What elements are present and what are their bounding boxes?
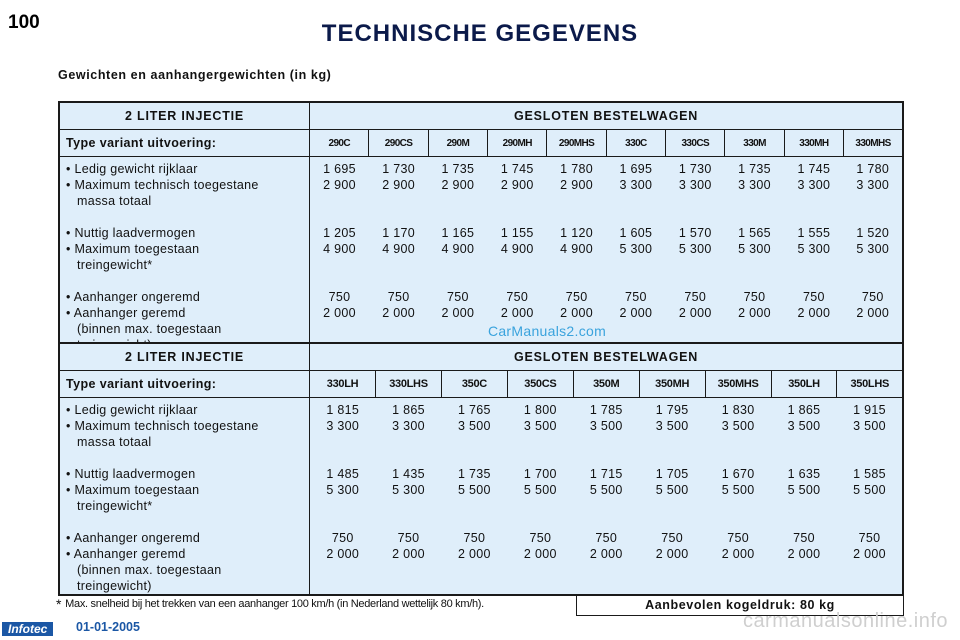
value-cell: 750 bbox=[625, 290, 647, 304]
value-cell: 1 780 bbox=[560, 162, 593, 176]
value-cell: 750 bbox=[727, 531, 749, 545]
value-cell: 2 000 bbox=[619, 306, 653, 320]
value-filler bbox=[573, 498, 639, 514]
value-filler bbox=[639, 498, 705, 514]
value-cell: 5 300 bbox=[856, 242, 890, 256]
row-label-line: • Maximum toegestaan bbox=[66, 483, 200, 497]
value-cell: 2 000 bbox=[323, 306, 356, 320]
variant-column-values bbox=[507, 398, 573, 596]
infotec-logo: Infotec bbox=[2, 622, 53, 636]
value-cell: 1 205 bbox=[323, 226, 356, 240]
row-label-line: treingewicht) bbox=[77, 579, 152, 593]
row-gap bbox=[310, 273, 369, 289]
value-filler bbox=[844, 257, 902, 273]
variant-column-values bbox=[639, 398, 705, 596]
value-cell: 2 000 bbox=[797, 306, 831, 320]
variant-code: 350LHS bbox=[837, 371, 903, 398]
variant-code: 290MH bbox=[488, 130, 547, 157]
variant-code: 350M bbox=[573, 371, 639, 398]
value-filler bbox=[488, 193, 547, 209]
value-filler bbox=[771, 498, 837, 514]
value-cell: 750 bbox=[447, 290, 469, 304]
value-cell: 3 500 bbox=[458, 419, 491, 433]
value-filler bbox=[310, 562, 375, 578]
value-cell: 5 300 bbox=[326, 483, 360, 497]
row-label-line: • Aanhanger ongeremd bbox=[66, 531, 201, 545]
variant-column-values bbox=[837, 398, 903, 596]
value-filler bbox=[705, 434, 771, 450]
row-label-line: massa totaal bbox=[77, 435, 152, 449]
value-filler bbox=[725, 193, 784, 209]
value-filler bbox=[837, 578, 902, 594]
row-gap bbox=[66, 514, 309, 530]
value-cell: 2 000 bbox=[655, 547, 689, 561]
row-label-line: • Aanhanger ongeremd bbox=[66, 290, 201, 304]
value-cell: 4 900 bbox=[323, 242, 356, 256]
value-cell: 3 500 bbox=[853, 419, 886, 433]
value-cell: 3 500 bbox=[655, 419, 689, 433]
value-filler bbox=[666, 193, 725, 209]
row-gap bbox=[376, 514, 442, 530]
variant-code: 290CS bbox=[369, 130, 428, 157]
value-cell: 1 120 bbox=[560, 226, 593, 240]
body-type-header: GESLOTEN BESTELWAGEN bbox=[310, 102, 903, 130]
row-label-line: • Aanhanger geremd bbox=[66, 306, 186, 320]
row-gap bbox=[705, 514, 771, 530]
value-cell: 3 300 bbox=[326, 419, 360, 433]
row-label-line: • Aanhanger geremd bbox=[66, 547, 186, 561]
header-row bbox=[59, 343, 903, 371]
row-gap bbox=[573, 514, 639, 530]
value-cell: 1 605 bbox=[619, 226, 653, 240]
variant-code: 290M bbox=[428, 130, 487, 157]
value-filler bbox=[507, 498, 573, 514]
row-gap bbox=[369, 209, 428, 225]
value-cell: 3 300 bbox=[856, 178, 890, 192]
row-gap bbox=[837, 514, 902, 530]
row-gap bbox=[725, 209, 784, 225]
value-cell: 4 900 bbox=[382, 242, 415, 256]
value-cell: 2 900 bbox=[500, 178, 534, 192]
row-gap bbox=[66, 273, 309, 289]
row-gap bbox=[66, 209, 309, 225]
value-cell: 1 745 bbox=[797, 162, 831, 176]
value-cell: 2 000 bbox=[721, 547, 755, 561]
value-cell: 1 670 bbox=[721, 467, 755, 481]
value-filler bbox=[310, 578, 375, 594]
row-label-line: treingewicht* bbox=[77, 258, 153, 272]
value-cell: 1 830 bbox=[721, 403, 755, 417]
row-gap bbox=[639, 450, 705, 466]
variant-code: 350C bbox=[441, 371, 507, 398]
value-cell: 2 000 bbox=[382, 306, 415, 320]
variant-code: 330MH bbox=[784, 130, 843, 157]
value-cell: 750 bbox=[803, 290, 825, 304]
value-cell: 5 300 bbox=[392, 483, 425, 497]
variant-code: 330MHS bbox=[844, 130, 903, 157]
value-filler bbox=[639, 578, 705, 594]
value-cell: 750 bbox=[397, 531, 420, 545]
value-cell: 1 800 bbox=[523, 403, 557, 417]
value-filler bbox=[837, 562, 902, 578]
row-label-line: • Ledig gewicht rijklaar bbox=[66, 162, 198, 176]
variant-code: 350MH bbox=[639, 371, 705, 398]
value-cell: 1 780 bbox=[856, 162, 890, 176]
value-filler bbox=[573, 562, 639, 578]
value-cell: 3 300 bbox=[619, 178, 653, 192]
value-cell: 2 900 bbox=[441, 178, 475, 192]
value-filler bbox=[705, 578, 771, 594]
value-filler bbox=[837, 434, 902, 450]
value-cell: 750 bbox=[861, 290, 884, 304]
weights-table-2 bbox=[58, 342, 904, 596]
carmanuals-watermark[interactable]: CarManuals2.com bbox=[487, 323, 607, 339]
value-filler bbox=[441, 498, 507, 514]
value-filler bbox=[771, 434, 837, 450]
value-cell: 2 000 bbox=[458, 547, 491, 561]
value-filler bbox=[310, 498, 375, 514]
value-cell: 1 785 bbox=[589, 403, 623, 417]
value-cell: 2 000 bbox=[500, 306, 534, 320]
value-cell: 1 815 bbox=[326, 403, 360, 417]
variant-code: 330M bbox=[725, 130, 784, 157]
value-filler bbox=[771, 562, 837, 578]
value-cell: 4 900 bbox=[560, 242, 593, 256]
value-cell: 1 735 bbox=[441, 162, 475, 176]
value-cell: 3 500 bbox=[523, 419, 557, 433]
row-gap bbox=[310, 209, 369, 225]
row-gap bbox=[639, 514, 705, 530]
value-filler bbox=[705, 498, 771, 514]
row-gap bbox=[369, 273, 428, 289]
row-label-line: • Nuttig laadvermogen bbox=[66, 467, 196, 481]
value-filler bbox=[547, 193, 606, 209]
row-gap bbox=[844, 273, 902, 289]
row-gap bbox=[488, 273, 547, 289]
site-watermark: carmanualsonline.info bbox=[742, 610, 948, 632]
value-cell: 750 bbox=[743, 290, 766, 304]
value-filler bbox=[844, 193, 902, 209]
footnote bbox=[56, 596, 484, 612]
value-cell: 1 735 bbox=[458, 467, 491, 481]
value-cell: 750 bbox=[684, 290, 707, 304]
value-cell: 750 bbox=[506, 290, 529, 304]
value-cell: 750 bbox=[331, 531, 354, 545]
value-cell: 5 500 bbox=[787, 483, 821, 497]
value-cell: 1 165 bbox=[441, 226, 475, 240]
row-gap bbox=[441, 450, 507, 466]
value-cell: 750 bbox=[793, 531, 815, 545]
row-gap bbox=[837, 450, 902, 466]
print-date: 01-01-2005 bbox=[76, 620, 140, 634]
value-filler bbox=[784, 193, 843, 209]
value-filler bbox=[573, 434, 639, 450]
value-filler bbox=[376, 498, 442, 514]
value-cell: 1 435 bbox=[392, 467, 425, 481]
value-cell: 3 500 bbox=[787, 419, 821, 433]
value-filler bbox=[441, 562, 507, 578]
value-filler bbox=[310, 257, 369, 273]
value-cell: 750 bbox=[595, 531, 618, 545]
value-cell: 1 695 bbox=[619, 162, 653, 176]
value-cell: 750 bbox=[463, 531, 486, 545]
value-cell: 3 500 bbox=[721, 419, 755, 433]
value-cell: 5 300 bbox=[678, 242, 712, 256]
row-gap bbox=[428, 209, 487, 225]
value-cell: 5 500 bbox=[721, 483, 755, 497]
value-filler bbox=[376, 562, 442, 578]
value-cell: 2 900 bbox=[323, 178, 356, 192]
weights-table-1 bbox=[58, 101, 904, 355]
value-filler bbox=[606, 257, 665, 273]
variant-column-values bbox=[310, 398, 376, 596]
row-gap bbox=[784, 273, 843, 289]
value-filler bbox=[639, 562, 705, 578]
value-cell: 1 520 bbox=[856, 226, 890, 240]
value-cell: 1 155 bbox=[500, 226, 534, 240]
value-cell: 1 795 bbox=[655, 403, 689, 417]
value-filler bbox=[573, 578, 639, 594]
page-title: TECHNISCHE GEGEVENS bbox=[321, 20, 639, 47]
value-cell: 1 915 bbox=[853, 403, 886, 417]
value-cell: 1 735 bbox=[738, 162, 771, 176]
row-gap bbox=[310, 514, 375, 530]
row-gap bbox=[784, 209, 843, 225]
value-filler bbox=[369, 257, 428, 273]
data-body-row bbox=[59, 398, 903, 596]
value-cell: 1 865 bbox=[787, 403, 821, 417]
value-cell: 2 000 bbox=[589, 547, 623, 561]
row-gap bbox=[488, 209, 547, 225]
row-gap bbox=[844, 209, 902, 225]
value-cell: 1 570 bbox=[678, 226, 712, 240]
row-gap bbox=[547, 209, 606, 225]
row-gap bbox=[428, 273, 487, 289]
variant-code: 330LH bbox=[310, 371, 376, 398]
value-cell: 5 500 bbox=[853, 483, 886, 497]
engine-header: 2 LITER INJECTIE bbox=[59, 102, 310, 130]
value-filler bbox=[547, 257, 606, 273]
type-variant-row bbox=[59, 130, 903, 157]
value-cell: 1 170 bbox=[382, 226, 415, 240]
value-cell: 1 730 bbox=[382, 162, 415, 176]
value-filler bbox=[784, 257, 843, 273]
body-type-header: GESLOTEN BESTELWAGEN bbox=[310, 343, 903, 371]
value-filler bbox=[666, 257, 725, 273]
value-cell: 1 705 bbox=[655, 467, 689, 481]
engine-header: 2 LITER INJECTIE bbox=[59, 343, 310, 371]
value-filler bbox=[639, 434, 705, 450]
value-filler bbox=[369, 193, 428, 209]
row-gap bbox=[771, 514, 837, 530]
value-filler bbox=[310, 434, 375, 450]
value-filler bbox=[376, 578, 442, 594]
row-label-line: (binnen max. toegestaan bbox=[77, 563, 222, 577]
value-filler bbox=[507, 578, 573, 594]
row-gap bbox=[705, 450, 771, 466]
variant-code: 290MHS bbox=[547, 130, 606, 157]
value-cell: 2 000 bbox=[787, 547, 821, 561]
value-cell: 2 000 bbox=[678, 306, 712, 320]
row-gap bbox=[547, 273, 606, 289]
value-cell: 2 000 bbox=[392, 547, 425, 561]
value-filler bbox=[428, 193, 487, 209]
value-cell: 2 000 bbox=[326, 547, 360, 561]
value-filler bbox=[428, 257, 487, 273]
variant-column-values bbox=[705, 398, 771, 596]
value-filler bbox=[488, 257, 547, 273]
value-cell: 5 300 bbox=[797, 242, 831, 256]
row-gap bbox=[771, 450, 837, 466]
value-filler bbox=[310, 193, 369, 209]
row-label-line: massa totaal bbox=[77, 194, 152, 208]
value-cell: 1 635 bbox=[787, 467, 821, 481]
row-gap bbox=[376, 450, 442, 466]
value-cell: 750 bbox=[565, 290, 588, 304]
value-cell: 5 300 bbox=[619, 242, 653, 256]
value-cell: 750 bbox=[661, 531, 684, 545]
value-cell: 1 565 bbox=[738, 226, 771, 240]
row-gap bbox=[441, 514, 507, 530]
value-cell: 3 300 bbox=[678, 178, 712, 192]
value-cell: 5 500 bbox=[655, 483, 689, 497]
value-cell: 1 745 bbox=[500, 162, 534, 176]
value-cell: 2 000 bbox=[560, 306, 593, 320]
row-gap bbox=[666, 209, 725, 225]
value-cell: 750 bbox=[529, 531, 552, 545]
value-cell: 3 300 bbox=[738, 178, 771, 192]
value-filler bbox=[507, 434, 573, 450]
value-cell: 5 500 bbox=[523, 483, 557, 497]
value-cell: 2 000 bbox=[856, 306, 890, 320]
variant-column-values bbox=[441, 398, 507, 596]
value-cell: 1 715 bbox=[589, 467, 623, 481]
value-cell: 2 900 bbox=[560, 178, 593, 192]
value-cell: 3 300 bbox=[392, 419, 425, 433]
footnote-text: Max. snelheid bij het trekken van een aanhanger 100 km/h (in Nederland wettelijk 80 km/h). bbox=[65, 598, 484, 610]
row-gap bbox=[606, 209, 665, 225]
value-cell: 5 500 bbox=[589, 483, 623, 497]
row-gap bbox=[606, 273, 665, 289]
value-cell: 4 900 bbox=[441, 242, 475, 256]
variant-code: 350CS bbox=[507, 371, 573, 398]
variant-column-values bbox=[771, 398, 837, 596]
type-variant-label: Type variant uitvoering: bbox=[59, 371, 310, 398]
variant-column-values bbox=[573, 398, 639, 596]
row-label-line: • Maximum toegestaan bbox=[66, 242, 200, 256]
variant-code: 330C bbox=[606, 130, 665, 157]
value-filler bbox=[606, 193, 665, 209]
variant-code: 290C bbox=[310, 130, 369, 157]
value-cell: 1 700 bbox=[523, 467, 557, 481]
variant-code: 330CS bbox=[666, 130, 725, 157]
row-gap bbox=[310, 450, 375, 466]
value-cell: 2 900 bbox=[382, 178, 415, 192]
value-filler bbox=[441, 578, 507, 594]
value-cell: 2 000 bbox=[853, 547, 886, 561]
value-cell: 1 485 bbox=[326, 467, 360, 481]
variant-code: 350MHS bbox=[705, 371, 771, 398]
row-gap bbox=[573, 450, 639, 466]
row-label-line: • Maximum technisch toegestane bbox=[66, 178, 259, 192]
row-label-line: • Maximum technisch toegestane bbox=[66, 419, 259, 433]
value-filler bbox=[376, 434, 442, 450]
row-gap bbox=[66, 450, 309, 466]
value-cell: 2 000 bbox=[738, 306, 771, 320]
row-gap bbox=[507, 514, 573, 530]
value-filler bbox=[507, 562, 573, 578]
type-variant-row bbox=[59, 371, 903, 398]
value-cell: 5 500 bbox=[458, 483, 491, 497]
value-cell: 5 300 bbox=[738, 242, 771, 256]
value-filler bbox=[725, 257, 784, 273]
value-cell: 1 865 bbox=[392, 403, 425, 417]
recommended-ball-load-box: Aanbevolen kogeldruk: 80 kg bbox=[576, 594, 904, 616]
value-cell: 4 900 bbox=[500, 242, 534, 256]
value-cell: 1 585 bbox=[853, 467, 886, 481]
value-cell: 750 bbox=[387, 290, 410, 304]
value-cell: 1 695 bbox=[323, 162, 356, 176]
value-filler bbox=[441, 434, 507, 450]
row-labels bbox=[59, 398, 310, 596]
value-filler bbox=[837, 498, 902, 514]
row-gap bbox=[725, 273, 784, 289]
value-cell: 3 300 bbox=[797, 178, 831, 192]
row-gap bbox=[507, 450, 573, 466]
page-number: 100 bbox=[8, 12, 40, 33]
row-label-line: (binnen max. toegestaan bbox=[77, 322, 222, 336]
value-cell: 750 bbox=[328, 290, 351, 304]
value-cell: 2 000 bbox=[523, 547, 557, 561]
variant-code: 350LH bbox=[771, 371, 837, 398]
section-subtitle: Gewichten en aanhangergewichten (in kg) bbox=[58, 68, 332, 82]
value-cell: 1 765 bbox=[458, 403, 491, 417]
variant-code: 330LHS bbox=[376, 371, 442, 398]
row-label-line: treingewicht* bbox=[77, 499, 153, 513]
value-cell: 2 000 bbox=[441, 306, 475, 320]
type-variant-label: Type variant uitvoering: bbox=[59, 130, 310, 157]
variant-column-values bbox=[376, 398, 442, 596]
value-filler bbox=[705, 562, 771, 578]
value-filler bbox=[771, 578, 837, 594]
row-label-line: • Ledig gewicht rijklaar bbox=[66, 403, 198, 417]
value-cell: 3 500 bbox=[589, 419, 623, 433]
row-gap bbox=[666, 273, 725, 289]
value-cell: 1 555 bbox=[797, 226, 831, 240]
row-label-line: • Nuttig laadvermogen bbox=[66, 226, 196, 240]
value-cell: 750 bbox=[858, 531, 881, 545]
footnote-marker: * bbox=[56, 596, 62, 612]
value-cell: 1 730 bbox=[678, 162, 712, 176]
header-row bbox=[59, 102, 903, 130]
